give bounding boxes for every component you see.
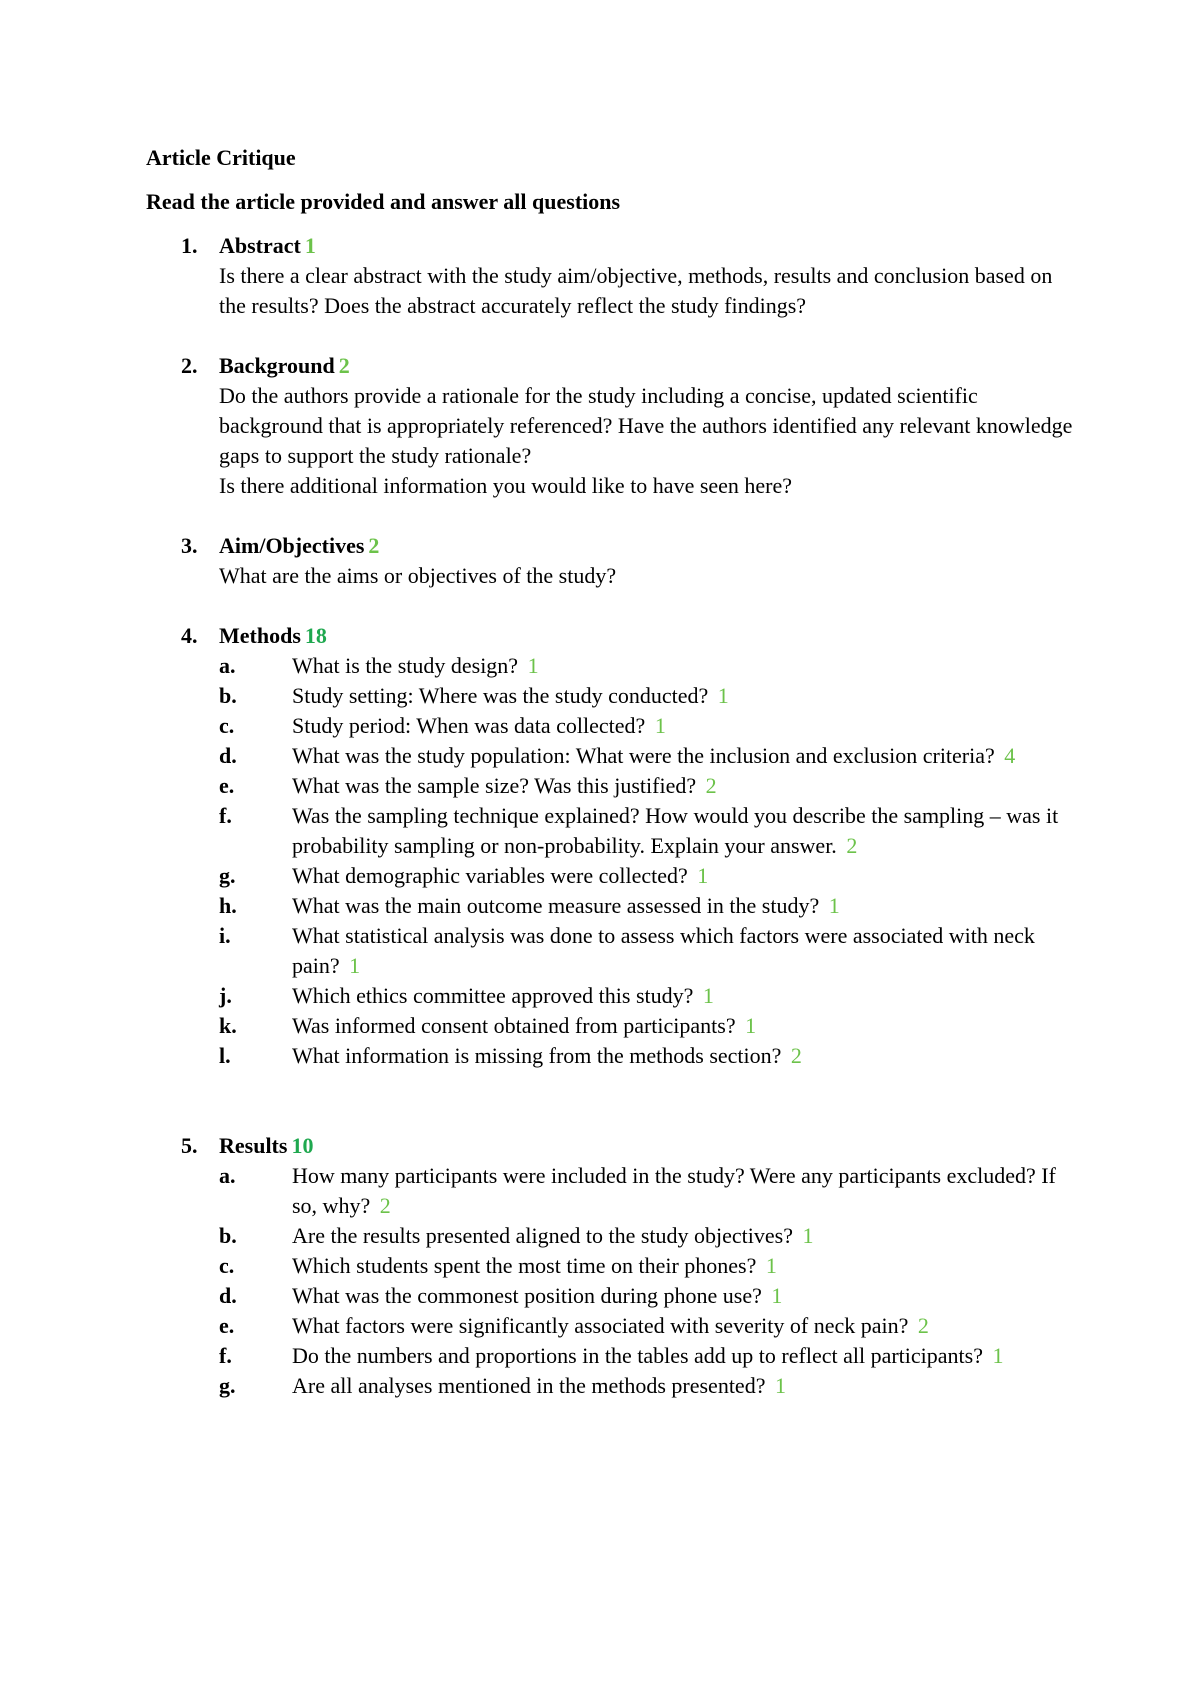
question-letter: g. <box>219 1373 236 1398</box>
question-letter: d. <box>219 1283 237 1308</box>
question-text: What information is missing from the methods section? <box>292 1043 782 1068</box>
question-mark: 1 <box>774 1373 786 1398</box>
document-page <box>146 143 1076 1431</box>
question-item <box>219 1251 1076 1281</box>
question-mark: 2 <box>846 833 858 858</box>
question-text: Do the numbers and proportions in the tables add up to reflect all participants? <box>292 1343 983 1368</box>
section-number: 2. <box>181 353 198 378</box>
results-question-list <box>219 1161 1076 1401</box>
section-number: 5. <box>181 1133 198 1158</box>
question-text: What was the commonest position during phone use? <box>292 1283 762 1308</box>
question-mark: 1 <box>697 863 709 888</box>
section-heading: Methods <box>219 623 301 648</box>
section-description: What are the aims or objectives of the study? <box>219 563 617 588</box>
question-item <box>219 801 1076 861</box>
question-letter: d. <box>219 743 237 768</box>
question-text: Study period: When was data collected? <box>292 713 646 738</box>
question-letter: f. <box>219 1343 232 1368</box>
section-description: Is there a clear abstract with the study aim/objective, methods, results and conclusion based on the results? Does the abstract accurately reflect the study findings? <box>219 263 1053 318</box>
question-mark: 1 <box>702 983 714 1008</box>
question-letter: h. <box>219 893 237 918</box>
section-abstract <box>146 231 1076 321</box>
question-item <box>219 741 1076 771</box>
section-heading: Abstract <box>219 233 301 258</box>
section-heading: Aim/Objectives <box>219 533 365 558</box>
question-item <box>219 1011 1076 1041</box>
question-letter: k. <box>219 1013 237 1038</box>
question-letter: a. <box>219 653 236 678</box>
question-item <box>219 651 1076 681</box>
section-heading: Results <box>219 1133 288 1158</box>
question-item <box>219 711 1076 741</box>
question-item <box>219 1371 1076 1401</box>
question-letter: b. <box>219 683 237 708</box>
question-mark: 2 <box>790 1043 802 1068</box>
question-mark: 1 <box>828 893 840 918</box>
question-letter: j. <box>219 983 232 1008</box>
question-mark: 4 <box>1004 743 1016 768</box>
question-text: What factors were significantly associated with severity of neck pain? <box>292 1313 909 1338</box>
question-mark: 1 <box>992 1343 1004 1368</box>
question-item <box>219 891 1076 921</box>
question-mark: 2 <box>379 1193 391 1218</box>
section-mark: 1 <box>304 233 316 258</box>
question-item <box>219 1281 1076 1311</box>
instructions: Read the article provided and answer all questions <box>146 189 621 214</box>
question-mark: 1 <box>349 953 361 978</box>
question-text: Are the results presented aligned to the study objectives? <box>292 1223 793 1248</box>
question-text: Which students spent the most time on their phones? <box>292 1253 757 1278</box>
question-text: What is the study design? <box>292 653 519 678</box>
question-letter: a. <box>219 1163 236 1188</box>
question-text: Are all analyses mentioned in the methods presented? <box>292 1373 766 1398</box>
question-text: Was informed consent obtained from participants? <box>292 1013 736 1038</box>
question-item <box>219 771 1076 801</box>
question-text: What was the sample size? Was this justified? <box>292 773 697 798</box>
question-letter: f. <box>219 803 232 828</box>
question-item <box>219 1161 1076 1221</box>
question-mark: 1 <box>745 1013 757 1038</box>
question-text: What statistical analysis was done to assess which factors were associated with neck pain? <box>292 923 1035 978</box>
section-results <box>146 1131 1076 1401</box>
section-aim-objectives <box>146 531 1076 591</box>
question-mark: 2 <box>917 1313 929 1338</box>
section-description: Do the authors provide a rationale for the study including a concise, updated scientific background that is appropriately referenced? Have the authors identified any relevant knowledge gaps to support the study rationale? <box>219 383 1073 468</box>
question-text: Which ethics committee approved this study? <box>292 983 694 1008</box>
question-text: What was the study population: What were the inclusion and exclusion criteria? <box>292 743 995 768</box>
question-item <box>219 861 1076 891</box>
question-letter: g. <box>219 863 236 888</box>
question-mark: 1 <box>802 1223 814 1248</box>
question-item <box>219 1041 1076 1071</box>
question-text: What demographic variables were collected? <box>292 863 688 888</box>
question-letter: l. <box>219 1043 231 1068</box>
section-number: 4. <box>181 623 198 648</box>
question-letter: b. <box>219 1223 237 1248</box>
question-item <box>219 921 1076 981</box>
section-number: 1. <box>181 233 198 258</box>
question-item <box>219 1341 1076 1371</box>
question-letter: c. <box>219 713 235 738</box>
question-item <box>219 1221 1076 1251</box>
question-mark: 1 <box>771 1283 783 1308</box>
methods-question-list <box>219 651 1076 1071</box>
section-mark: 18 <box>304 623 327 648</box>
question-item <box>219 1311 1076 1341</box>
question-text: How many participants were included in the study? Were any participants excluded? If so, why? <box>292 1163 1056 1218</box>
question-text: Study setting: Where was the study conducted? <box>292 683 709 708</box>
question-mark: 1 <box>527 653 539 678</box>
question-item <box>219 981 1076 1011</box>
question-letter: c. <box>219 1253 235 1278</box>
section-description: Is there additional information you would like to have seen here? <box>219 473 793 498</box>
section-heading: Background <box>219 353 335 378</box>
question-letter: i. <box>219 923 231 948</box>
question-item <box>219 681 1076 711</box>
section-background <box>146 351 1076 501</box>
question-text: Was the sampling technique explained? How would you describe the sampling – was it probability sampling or non-probability. Explain your answer. <box>292 803 1059 858</box>
question-mark: 1 <box>654 713 666 738</box>
question-letter: e. <box>219 773 235 798</box>
page-title: Article Critique <box>146 145 296 170</box>
section-mark: 2 <box>338 353 350 378</box>
question-letter: e. <box>219 1313 235 1338</box>
section-mark: 10 <box>291 1133 314 1158</box>
section-methods <box>146 621 1076 1071</box>
question-text: What was the main outcome measure assessed in the study? <box>292 893 820 918</box>
question-mark: 1 <box>765 1253 777 1278</box>
question-mark: 1 <box>717 683 729 708</box>
section-mark: 2 <box>368 533 380 558</box>
section-number: 3. <box>181 533 198 558</box>
question-mark: 2 <box>705 773 717 798</box>
